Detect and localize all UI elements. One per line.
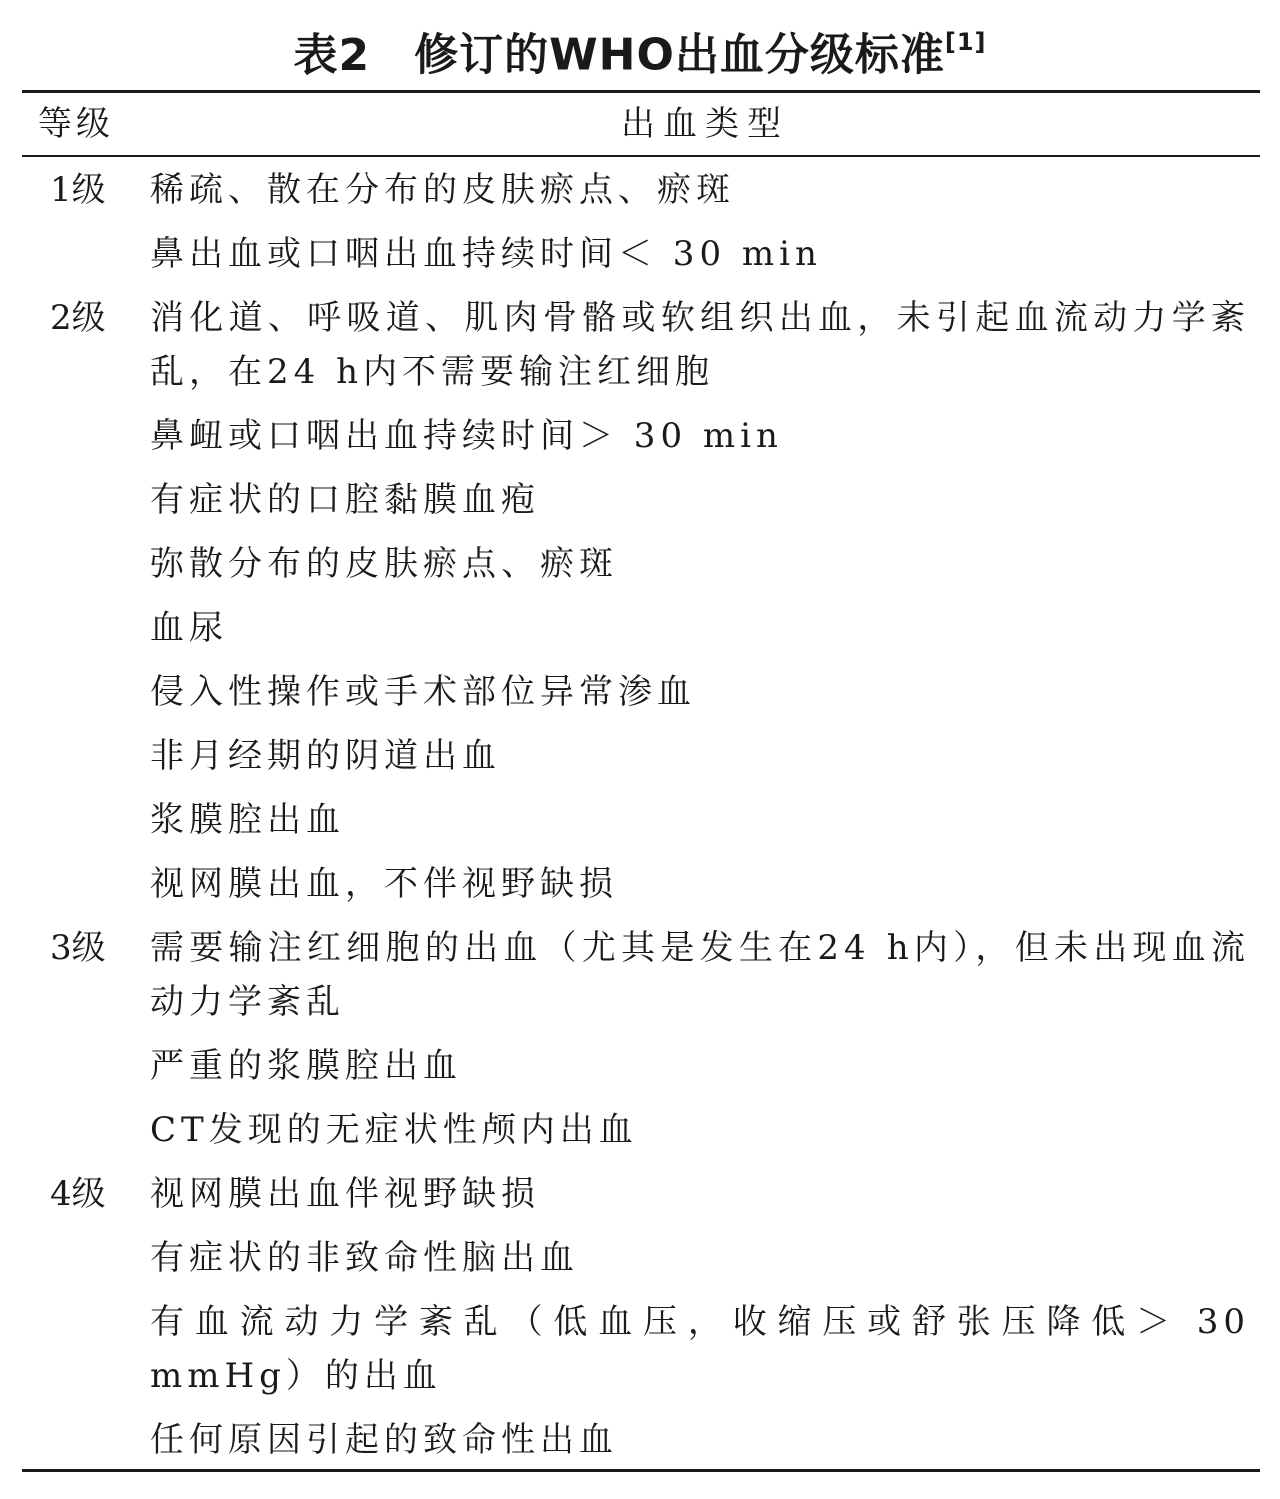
- table-title-text: 修订的WHO出血分级标准: [414, 29, 945, 81]
- table-header: [0, 93, 1280, 155]
- table-row: [0, 1226, 1280, 1290]
- table-row: [0, 1290, 1280, 1408]
- bleeding-type-cell: CT发现的无症状性颅内出血: [150, 1110, 638, 1150]
- reference-marker: [1]: [944, 28, 987, 56]
- bleeding-type-cell: 鼻衄或口咽出血持续时间＞ 30 min: [150, 416, 783, 456]
- bleeding-type-cell: 消化道、呼吸道、肌肉骨骼或软组织出血，未引起血流动力学紊乱，在24 h内不需要输注红细胞: [150, 298, 1250, 392]
- table-row: [0, 724, 1280, 788]
- bleeding-type-cell: 任何原因引起的致命性出血: [150, 1420, 618, 1460]
- table-row: [0, 1098, 1280, 1162]
- table-row: [0, 1034, 1280, 1098]
- bleeding-type-cell: 有症状的口腔黏膜血疱: [150, 480, 540, 520]
- table-row: [0, 596, 1280, 660]
- bleeding-type-cell: 鼻出血或口咽出血持续时间＜ 30 min: [150, 234, 822, 274]
- table-row: [0, 1162, 1280, 1226]
- table-row: [0, 286, 1280, 404]
- bleeding-type-cell: 视网膜出血，不伴视野缺损: [150, 864, 618, 904]
- header-bleeding-type: 出血类型: [621, 104, 789, 144]
- grade-cell: 4级: [50, 1174, 106, 1214]
- table-row: [0, 916, 1280, 1034]
- bleeding-type-cell: 弥散分布的皮肤瘀点、瘀斑: [150, 544, 618, 584]
- bleeding-type-cell: 视网膜出血伴视野缺损: [150, 1174, 540, 1214]
- bleeding-type-cell: 侵入性操作或手术部位异常渗血: [150, 672, 696, 712]
- grade-cell: 1级: [50, 170, 106, 210]
- table-header-rule: [22, 155, 1260, 157]
- header-grade: 等级: [38, 104, 114, 144]
- table-row: [0, 404, 1280, 468]
- bleeding-type-cell: 浆膜腔出血: [150, 800, 345, 840]
- table-body: [0, 158, 1280, 1472]
- table-row: [0, 788, 1280, 852]
- table-row: [0, 222, 1280, 286]
- bleeding-type-cell: 非月经期的阴道出血: [150, 736, 501, 776]
- table-row: [0, 660, 1280, 724]
- table-row: [0, 468, 1280, 532]
- table-row: [0, 158, 1280, 222]
- table-row: [0, 532, 1280, 596]
- bleeding-type-cell: 需要输注红细胞的出血（尤其是发生在24 h内），但未出现血流动力学紊乱: [150, 928, 1250, 1022]
- bleeding-type-cell: 严重的浆膜腔出血: [150, 1046, 462, 1086]
- table-number: 表2: [293, 29, 371, 81]
- table-bottom-rule: [22, 1469, 1260, 1472]
- table-row: [0, 852, 1280, 916]
- bleeding-type-cell: 稀疏、散在分布的皮肤瘀点、瘀斑: [150, 170, 735, 210]
- table-title: [0, 14, 1280, 88]
- bleeding-type-cell: 血尿: [150, 608, 228, 648]
- grade-cell: 2级: [50, 298, 106, 338]
- bleeding-type-cell: 有症状的非致命性脑出血: [150, 1238, 579, 1278]
- table-row: [0, 1408, 1280, 1472]
- bleeding-type-cell: 有血流动力学紊乱（低血压，收缩压或舒张压降低＞ 30 mmHg）的出血: [150, 1302, 1250, 1396]
- grade-cell: 3级: [50, 928, 106, 968]
